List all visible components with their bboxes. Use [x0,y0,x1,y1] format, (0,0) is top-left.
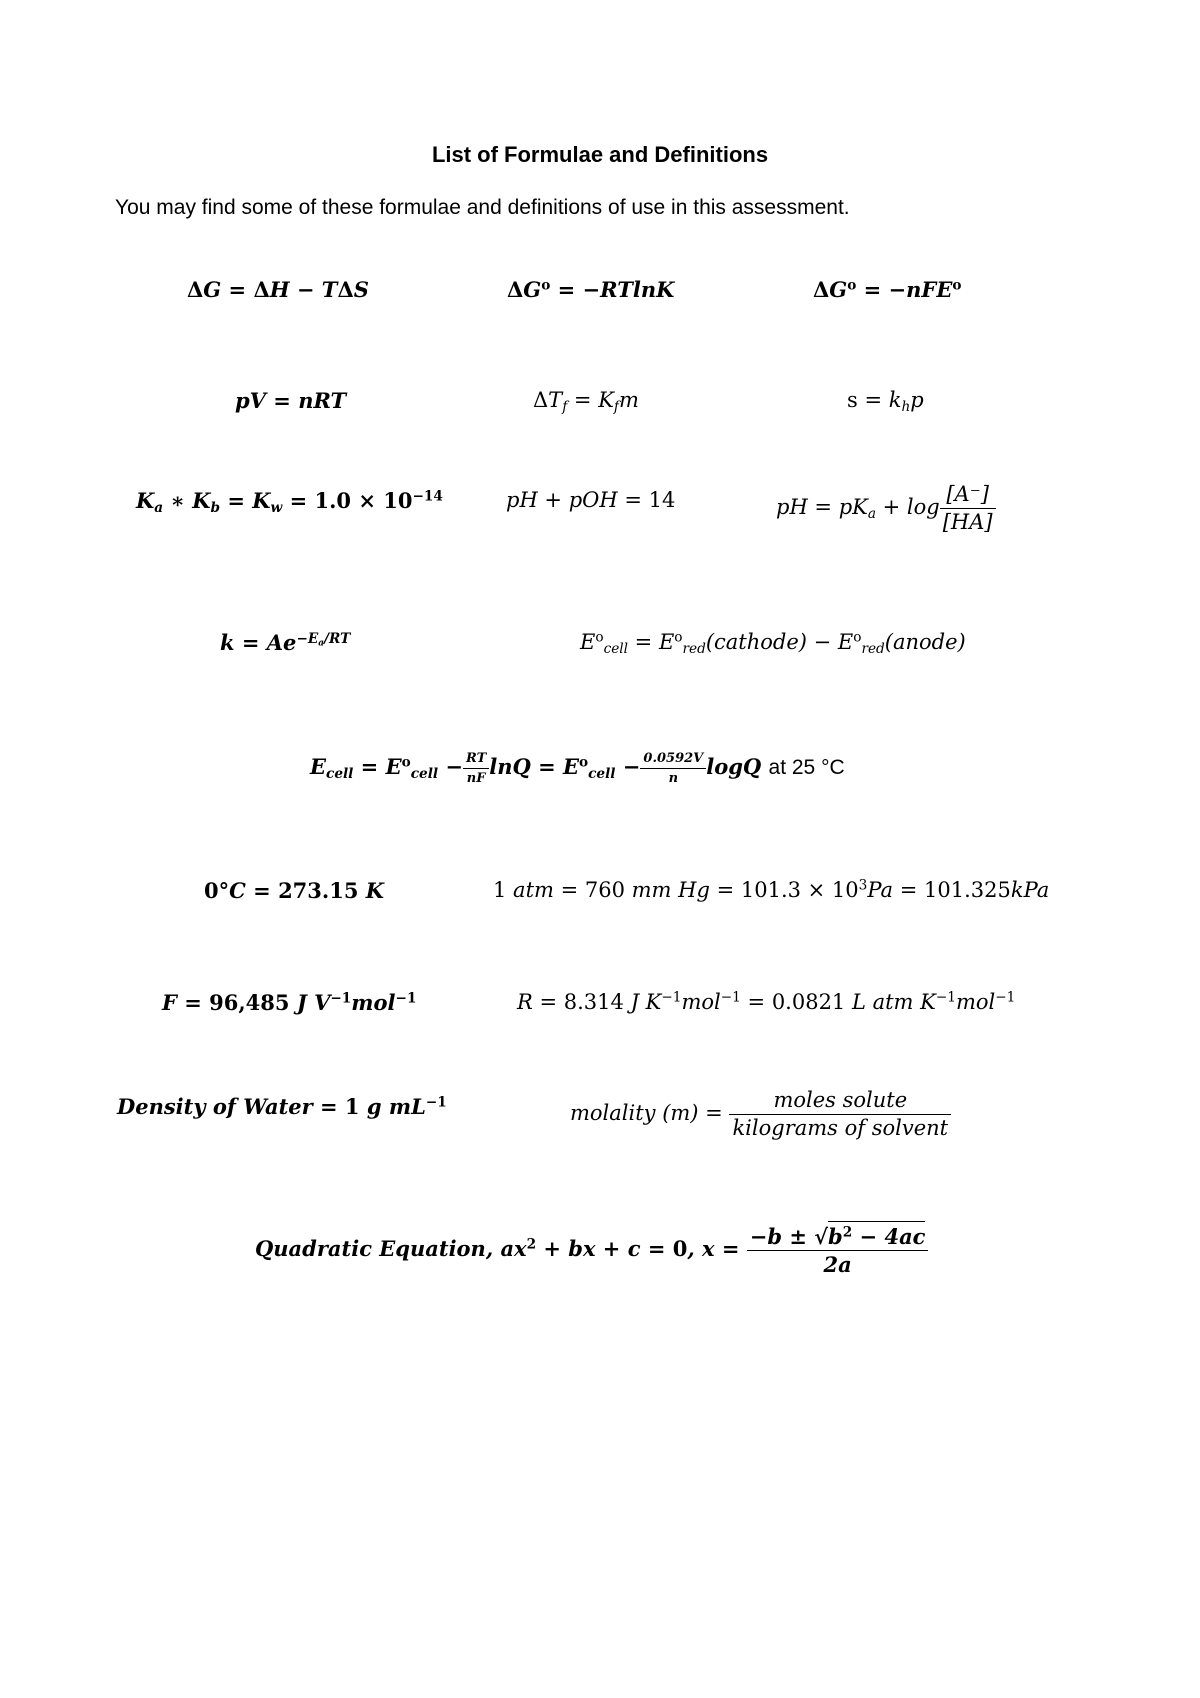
formula-celsius: 0°C = 273.15 K [204,878,385,903]
formula-cell-potential: $E^o_{cell}$ = $E^o_{red}(cathode)$ − $E^o_{red}(anode)$ [580,629,966,658]
formula-water-ion: $K_a$ ∗ $K_b = K_w = 1.0 \times 10^{-14}$ [136,488,443,517]
formula-gas-constant: R = 8.314 J $K^{-1}mol^{-1} = 0.0821$ L atm $K^{-1}mol^{-1}$ [517,989,1016,1014]
formula-molality: molality (m) = $\frac{\text{moles solute}}{\text{kilograms of solvent}}$ [570,1090,951,1139]
intro-text: You may find some of these formulae and definitions of use in this assessment. [115,196,850,219]
formula-nernst: $E_{cell} = E^o_{cell}$ − $\frac{RT}{nF}$ $\ln Q = E^o_{cell}$ − $\frac{0.0592V}{n}$ logQ at 25 °C [310,751,845,786]
formula-gibbs-e: $\Delta G^o = -nFE^o$ [813,277,962,302]
formula-gibbs: ΔG = ΔH − TΔS [187,277,369,302]
page-title: List of Formulae and Definitions [431,142,769,167]
formula-pressure: 1 atm = 760 mm $Hg = 101.3 \times 10^3Pa = 101.325kPa$ [493,877,1050,902]
formula-ideal-gas: pV = nRT [235,388,347,413]
formula-arrhenius: $k = Ae^{-E_a/RT}$ [220,630,351,655]
formula-henderson: pH = $pK_a + \log$ $\frac{[A^-]}{[HA]}$ [776,484,996,533]
formula-density-water: Density of Water = 1 g $mL^{-1}$ [117,1094,447,1119]
formula-quadratic: Quadratic Equation, $ax^2$ + bx + c = 0, x = $\frac{-b \pm √b^2 - 4ac}{2a}$ [255,1226,928,1275]
formula-faraday: F = 96,485 J $V^{-1}mol^{-1}$ [162,990,417,1015]
formula-ph-poh: pH + pOH = 14 [506,488,676,512]
formula-freezing-point: $\Delta T_f = K_fm$ [533,388,639,416]
formula-gibbs-k: $\Delta G^o = -RTlnK$ [507,277,675,302]
formula-henry: $s = k_hp$ [847,388,924,416]
